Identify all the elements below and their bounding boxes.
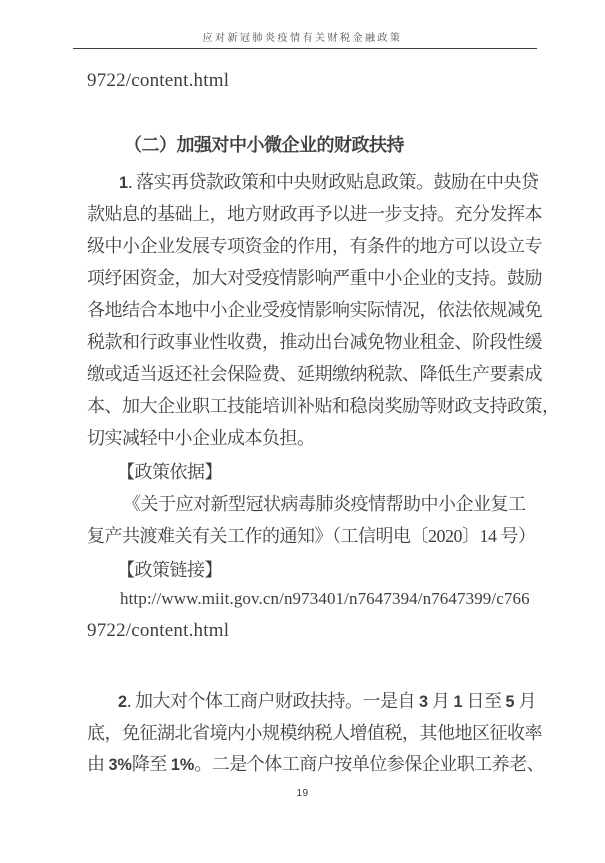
paragraph-line: 缴或适当返还社会保险费、延期缴纳税款、降低生产要素成 [87,364,542,384]
paragraph-line: 项纾困资金，加大对受疫情影响严重中小企业的支持。鼓励 [87,268,542,288]
paragraph-line: 2. 加大对个体工商户财政扶持。一是自 3 月 1 日至 5 月 [118,691,537,711]
paragraph-line: 由 3%降至 1%。二是个体工商户按单位参保企业职工养老、 [87,754,545,774]
page-number: 19 [296,788,309,799]
paragraph-line: 本、加大企业职工技能培训补贴和稳岗奖励等财政支持政策， [87,396,560,416]
paragraph-line: 底，免征湖北省境内小规模纳税人增值税，其他地区征收率 [87,723,542,743]
paragraph-line: 1. 落实再贷款政策和中央财政贴息政策。鼓励在中央贷 [119,172,539,192]
policy-basis-label: 【政策依据】 [117,462,222,482]
policy-link-url-line: 9722/content.html [87,620,230,641]
section-heading: （二）加强对中小微企业的财政扶持 [124,135,404,155]
policy-link-label: 【政策链接】 [117,560,222,580]
policy-basis-line: 复产共渡难关有关工作的通知》（工信明电〔2020〕14 号） [87,526,536,546]
policy-basis-line: 《关于应对新型冠状病毒肺炎疫情帮助中小企业复工 [123,494,526,514]
paragraph-line: 款贴息的基础上，地方财政再予以进一步支持。充分发挥本 [87,204,542,224]
paragraph-line: 各地结合本地中小企业受疫情影响实际情况，依法依规减免 [87,300,542,320]
continuation-url-line: 9722/content.html [87,70,230,91]
policy-link-url-line: http://www.miit.gov.cn/n973401/n7647394/n7647399/c766 [120,589,530,608]
page-header-title: 应对新冠肺炎疫情有关财税金融政策 [202,33,403,44]
paragraph-line: 切实减轻中小企业成本负担。 [87,428,315,448]
paragraph-line: 级中小企业发展专项资金的作用，有条件的地方可以设立专 [87,236,542,256]
header-rule [73,48,537,49]
paragraph-line: 税款和行政事业性收费，推动出台减免物业租金、阶段性缓 [87,332,542,352]
